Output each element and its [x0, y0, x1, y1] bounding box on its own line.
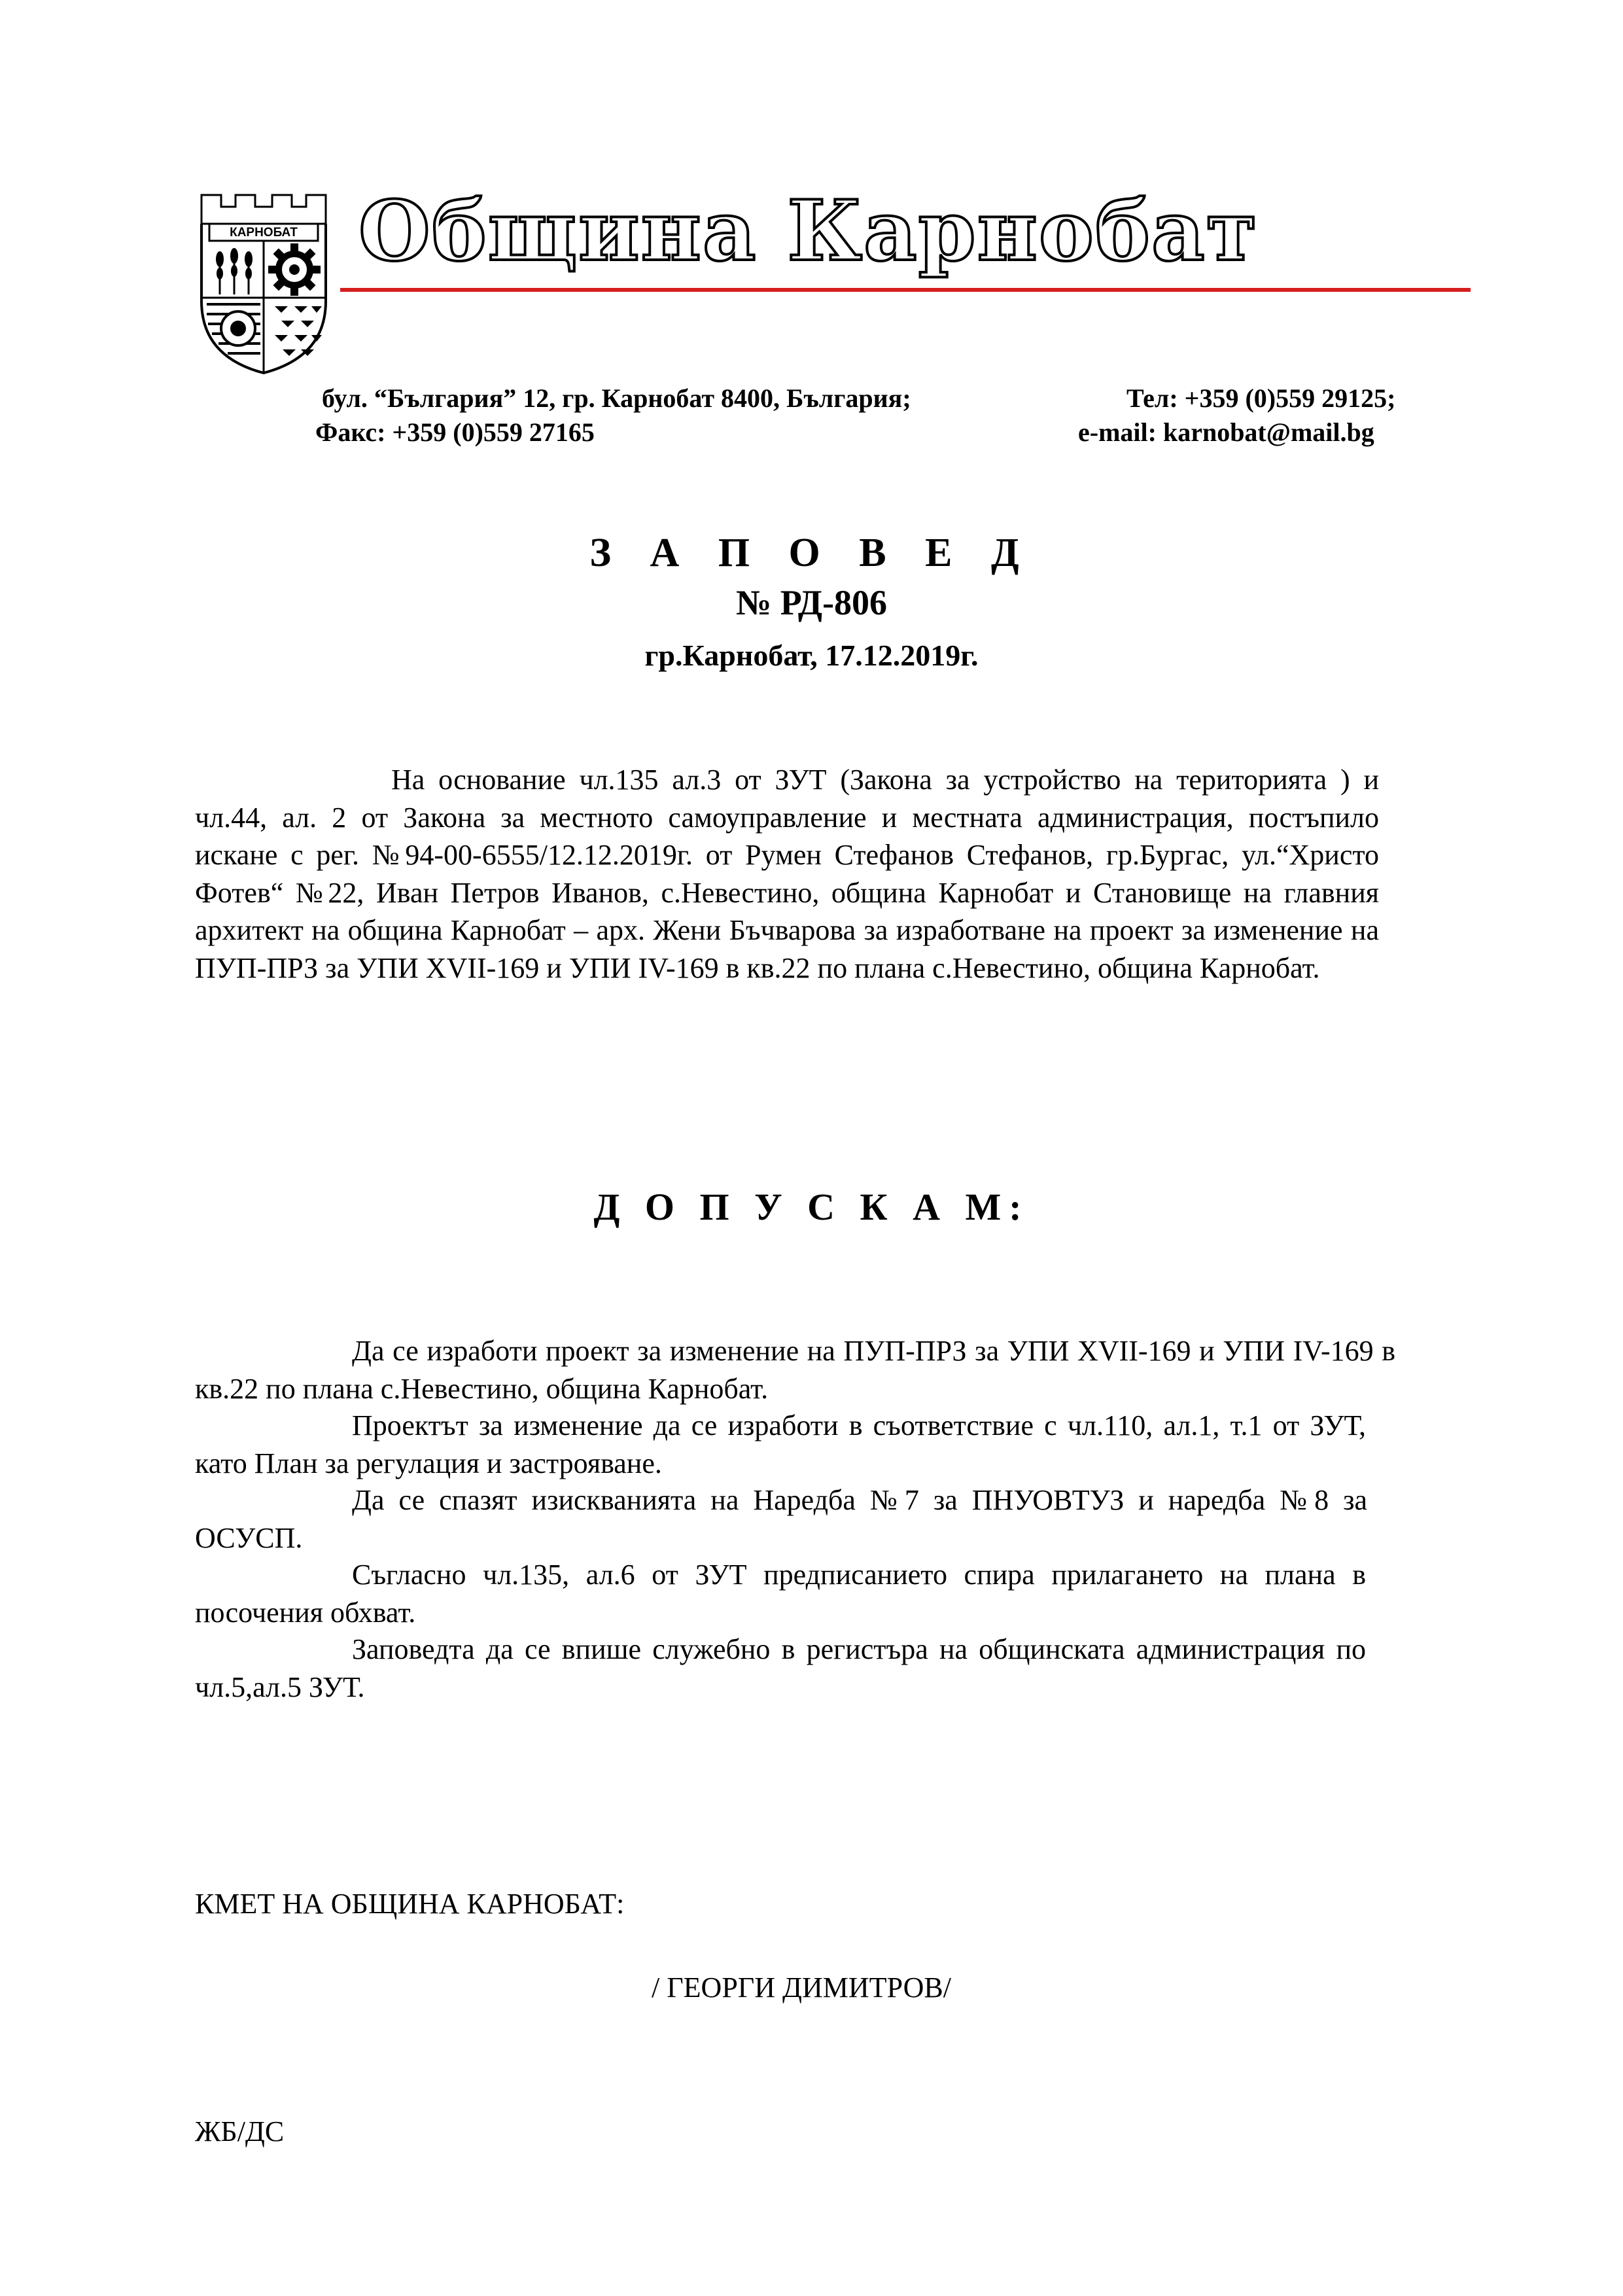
municipal-crest [195, 190, 332, 376]
order-place-date: гр.Карнобат, 17.12.2019г. [644, 639, 979, 672]
decision-item: Проектът за изменение да се изработи в съответствие с чл.110, ал.1, т.1 от ЗУТ, като План за регулация и застрояване. [195, 1409, 1366, 1479]
decision-item: Да се изработи проект за изменение на ПУП-ПРЗ за УПИ XVII-169 и УПИ IV-169 в кв.22 по плана с.Невестино, община Карнобат. [195, 1335, 1395, 1405]
signatory-name: / ГЕОРГИ ДИМИТРОВ/ [652, 1971, 951, 2004]
fax-line: Факс: +359 (0)559 27165 [315, 417, 595, 447]
decision-heading: Д О П У С К А М: [593, 1186, 1030, 1228]
crest-label: КАРНОБАТ [230, 226, 298, 239]
decision-item: Заповедта да се впише служебно в регистъра на общинската администрация по чл.5,ал.5 ЗУТ. [195, 1633, 1366, 1703]
signatory-role: КМЕТ НА ОБЩИНА КАРНОБАТ: [195, 1888, 625, 1920]
decision-item: Да се спазят изискванията на Наредба №7 за ПНУОВТУЗ и наредба №8 за ОСУСП. [195, 1484, 1367, 1554]
preamble-paragraph: На основание чл.135 ал.3 от ЗУТ (Закона за устройство на територията ) и чл.44, ал. 2 от Закона за местното самоуправление и местната администрация, постъпило искане с рег. №94-00-6555/12.12.2019г. от Румен Стефанов Стефанов, гр.Бургас, ул.“Христо Фотев“ №22, Иван Петров Иванов, с.Невестино, община Карнобат и Становище на главния архитект на община Карнобат – арх. Жени Бъчварова за изработване на проект за изменение на ПУП-ПРЗ за УПИ XVII-169 и УПИ IV-169 в кв.22 по плана с.Невестино, община Карнобат. [195, 764, 1379, 984]
address-line: бул. “България” 12, гр. Карнобат 8400, България; [322, 383, 911, 413]
order-number: № РД-806 [735, 583, 888, 622]
author-initials: ЖБ/ДС [195, 2115, 285, 2147]
order-title: З А П О В Е Д [589, 531, 1034, 575]
municipality-title: Община Карнобат [358, 183, 1259, 279]
letterhead-divider [340, 288, 1471, 292]
phone-line: Тел: +359 (0)559 29125; [1126, 383, 1396, 413]
decision-item: Съгласно чл.135, ал.6 от ЗУТ предписанието спира прилагането на плана в посочения обхват. [195, 1559, 1366, 1629]
email-line: e-mail: karnobat@mail.bg [1078, 417, 1374, 447]
